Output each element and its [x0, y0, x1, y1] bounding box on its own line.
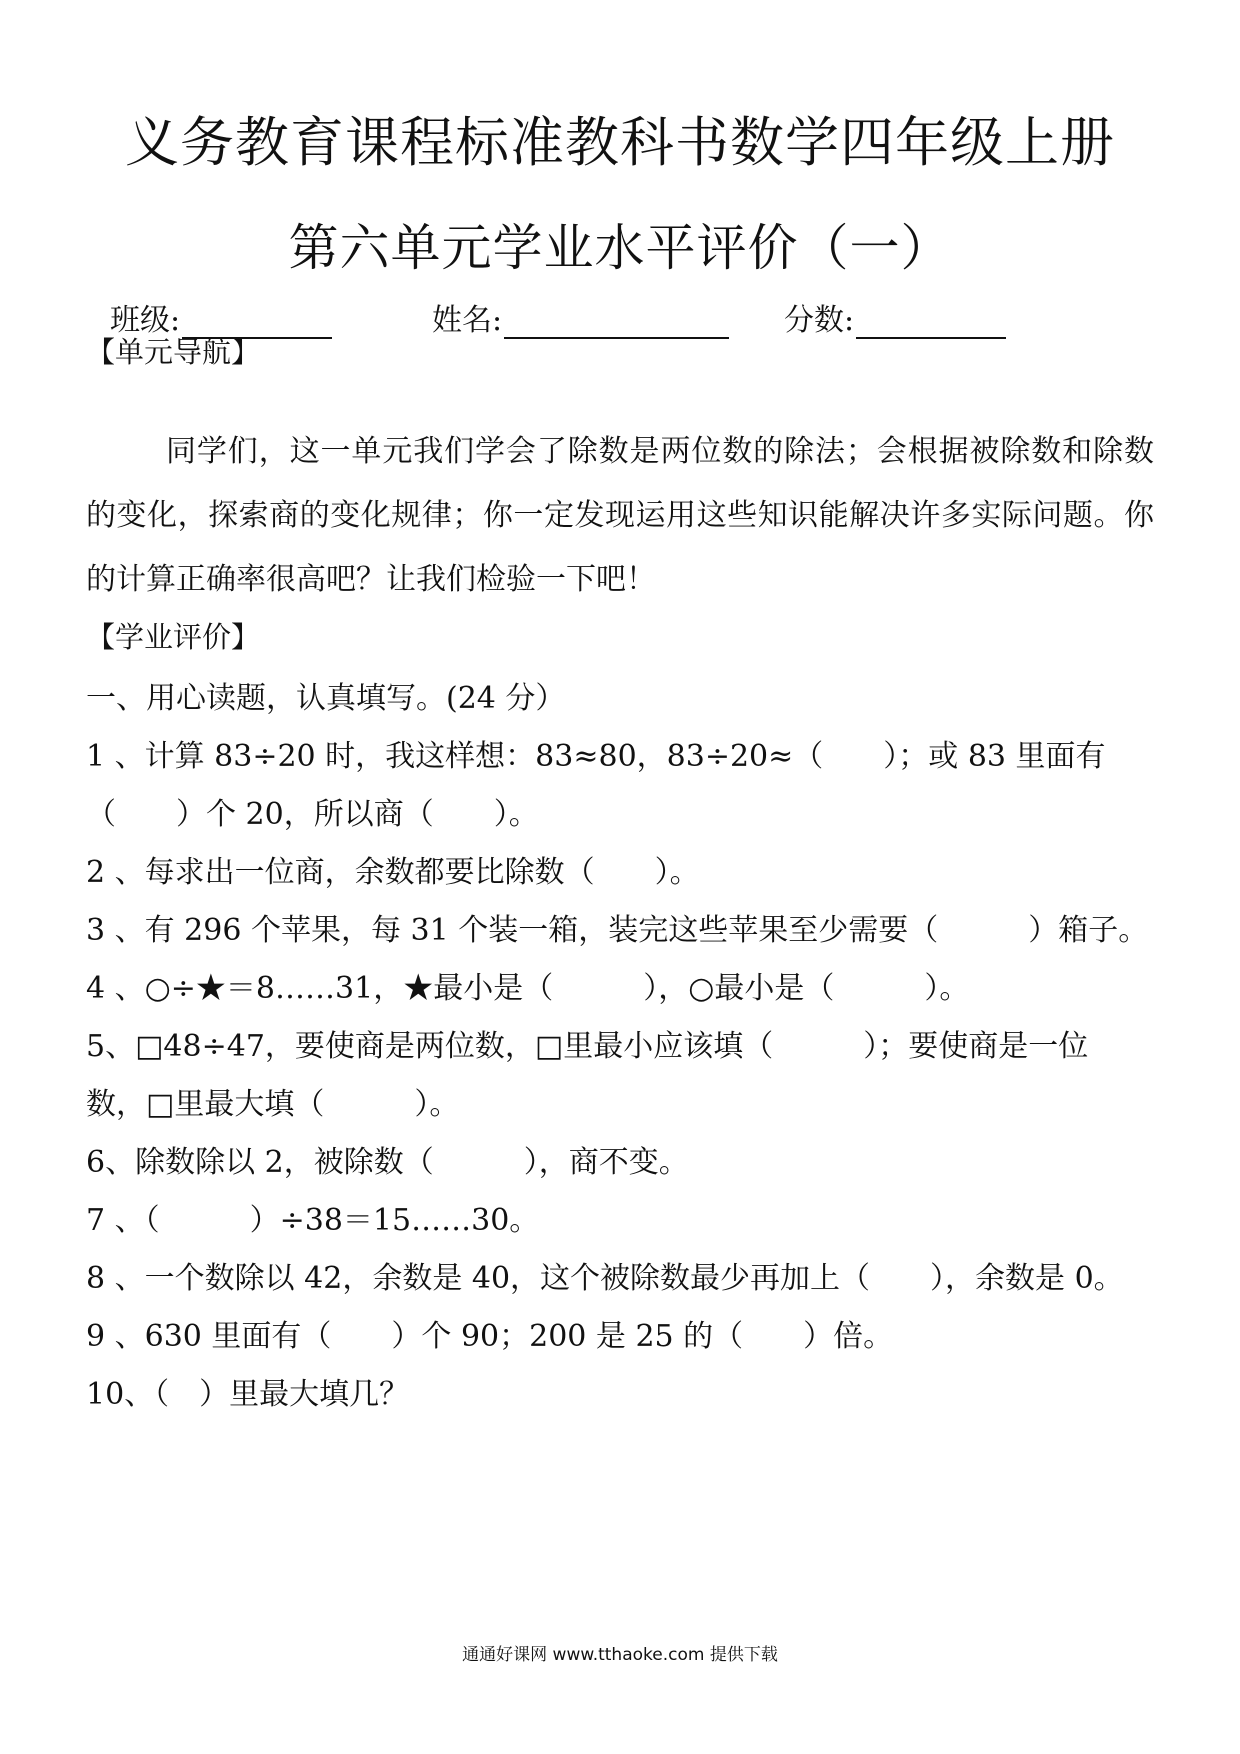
question-line: 10、（ ）里最大填几？	[86, 1377, 410, 1412]
score-label: 分数:	[784, 303, 855, 338]
question-line: 数，□里最大填（ ）。	[86, 1087, 460, 1122]
question-line: （ ）个 20，所以商（ ）。	[86, 797, 539, 832]
unit-guide-text: 同学们，这一单元我们学会了除数是两位数的除法；会根据被除数和除数的变化，探索商的变化规律；你一定发现运用这些知识能解决许多实际问题。你的计算正确率很高吧？让我们检验一下吧！	[86, 434, 1154, 597]
page-subtitle: 第六单元学业水平评价（一）	[288, 219, 952, 277]
question-line: 1 、计算 83÷20 时，我这样想：83≈80，83÷20≈（ ）；或 83 里面有	[86, 739, 1106, 774]
page-title: 义务教育课程标准教科书数学四年级上册	[125, 111, 1115, 174]
part-one-heading: 一、用心读题，认真填写。(24 分）	[86, 681, 566, 716]
question-line: 9 、630 里面有（ ）个 90；200 是 25 的（ ）倍。	[86, 1319, 894, 1354]
name-label: 姓名:	[432, 303, 503, 338]
question-line: 8 、一个数除以 42，余数是 40，这个被除数最少再加上（ ），余数是 0。	[86, 1261, 1124, 1296]
name-field	[432, 295, 729, 339]
unit-guide-heading: 【单元导航】	[86, 335, 261, 369]
question-line: 5、□48÷47，要使商是两位数，□里最小应该填（ ）；要使商是一位	[86, 1029, 1089, 1064]
question-line: 7 、（ ）÷38＝15……30。	[86, 1203, 540, 1238]
score-blank-line[interactable]	[856, 303, 1006, 339]
question-line: 3 、有 296 个苹果，每 31 个装一箱，装完这些苹果至少需要（ ）箱子。	[86, 913, 1149, 948]
assessment-heading: 【学业评价】	[86, 620, 261, 654]
footer-credit: 通通好课网 www.tthaoke.com 提供下载	[462, 1645, 778, 1665]
question-line: 6、除数除以 2，被除数（ ），商不变。	[86, 1145, 689, 1180]
class-label: 班级:	[110, 303, 181, 338]
name-blank-line[interactable]	[504, 303, 729, 339]
question-line: 2 、每求出一位商，余数都要比除数（ ）。	[86, 855, 700, 890]
score-field	[784, 295, 1006, 339]
question-line: 4 、○÷★＝8……31，★最小是（ ），○最小是（ ）。	[86, 971, 970, 1006]
